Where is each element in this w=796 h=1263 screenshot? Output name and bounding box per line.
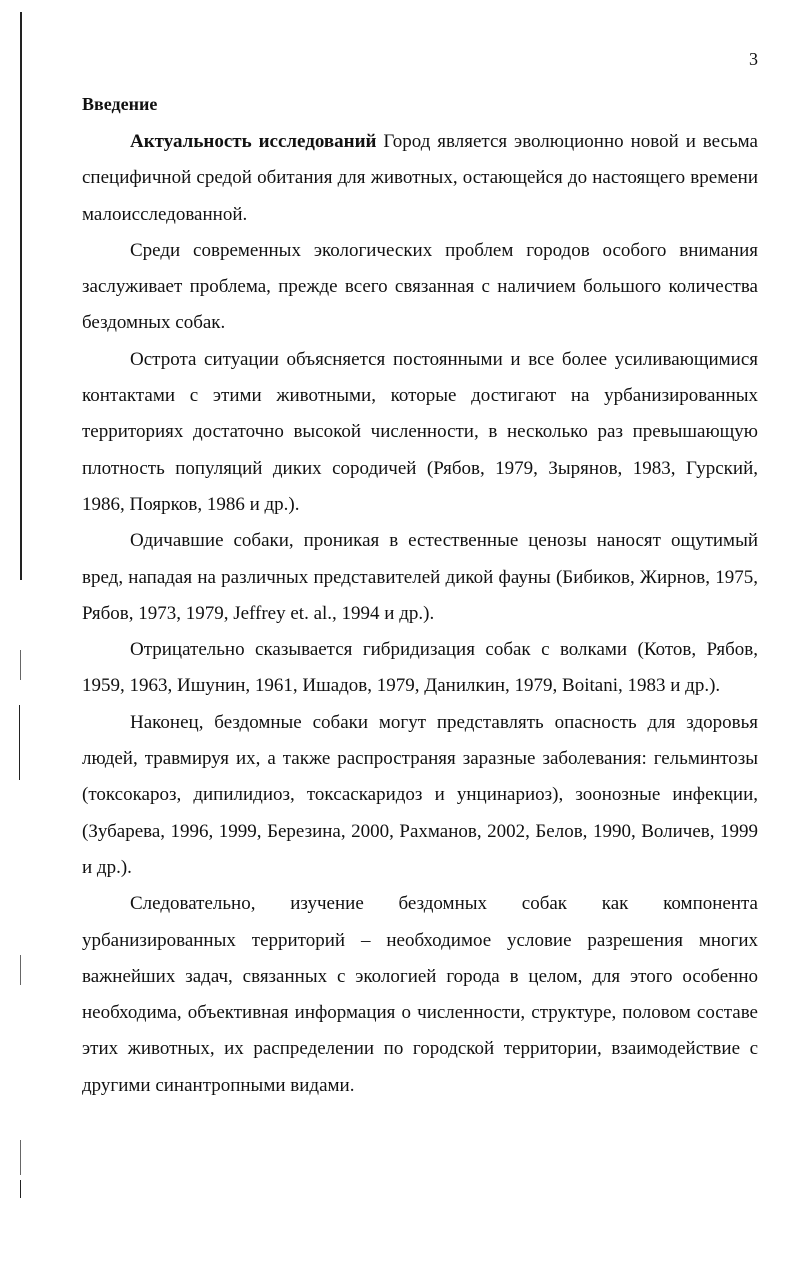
paragraph: Следовательно, изучение бездомных собак как компонента урбанизированных территорий – необходимое условие разрешения многих важнейших задач, связанных с экологией города в целом, для этого особенно необходима, объективная информация о численности, структуре, половом составе этих животных, их распределении по городской территории, взаимодействие с другими синантропными видами. xyxy=(82,893,758,1096)
paragraph: Среди современных экологических проблем городов особого внимания заслуживает проблема, прежде всего связанная с наличием большого количества бездомных собак. xyxy=(82,239,758,334)
section-heading: Введение xyxy=(82,94,158,114)
scan-edge-mark xyxy=(20,12,22,580)
paragraph: Отрицательно сказывается гибридизация собак с волками (Котов, Рябов, 1959, 1963, Ишунин, 1961, Ишадов, 1979, Данилкин, 1979, Boitani, 1983 и др.). xyxy=(82,639,758,697)
paragraph: Острота ситуации объясняется постоянными и все более усиливающимися контактами с этими животными, которые достигают на урбанизированных территориях достаточно высокой численности, в несколько раз превышающую плотность популяций диких сородичей (Рябов, 1979, Зырянов, 1983, Гурский, 1986, Поярков, 1986 и др.). xyxy=(82,348,758,515)
scan-edge-mark xyxy=(19,705,20,780)
paragraph-lead: Актуальность исследований xyxy=(130,131,377,152)
page-number: 3 xyxy=(749,49,758,69)
body-text xyxy=(82,124,758,1104)
scan-edge-mark xyxy=(20,1140,21,1175)
scan-edge-mark xyxy=(20,955,21,985)
scan-edge-mark xyxy=(20,650,21,680)
paragraph: Наконец, бездомные собаки могут представлять опасность для здоровья людей, травмируя их, а также распространяя заразные заболевания: гельминтозы (токсокароз, дипилидиоз, токсаскаридоз и унцинариоз), зоонозные инфекции, (Зубарева, 1996, 1999, Березина, 2000, Рахманов, 2002, Белов, 1990, Воличев, 1999 и др.). xyxy=(82,711,758,878)
paragraph-text: Город является эволюционно новой и весьма специфичной средой обитания для животных, остающейся до настоящего времени малоисследованной. xyxy=(82,131,758,225)
paragraph: Одичавшие собаки, проникая в естественные ценозы наносят ощутимый вред, нападая на различных представителей дикой фауны (Бибиков, Жирнов, 1975, Рябов, 1973, 1979, Jeffrey et. al., 1994 и др.). xyxy=(82,530,758,624)
scan-edge-mark xyxy=(20,1180,21,1198)
paragraph xyxy=(82,124,758,233)
